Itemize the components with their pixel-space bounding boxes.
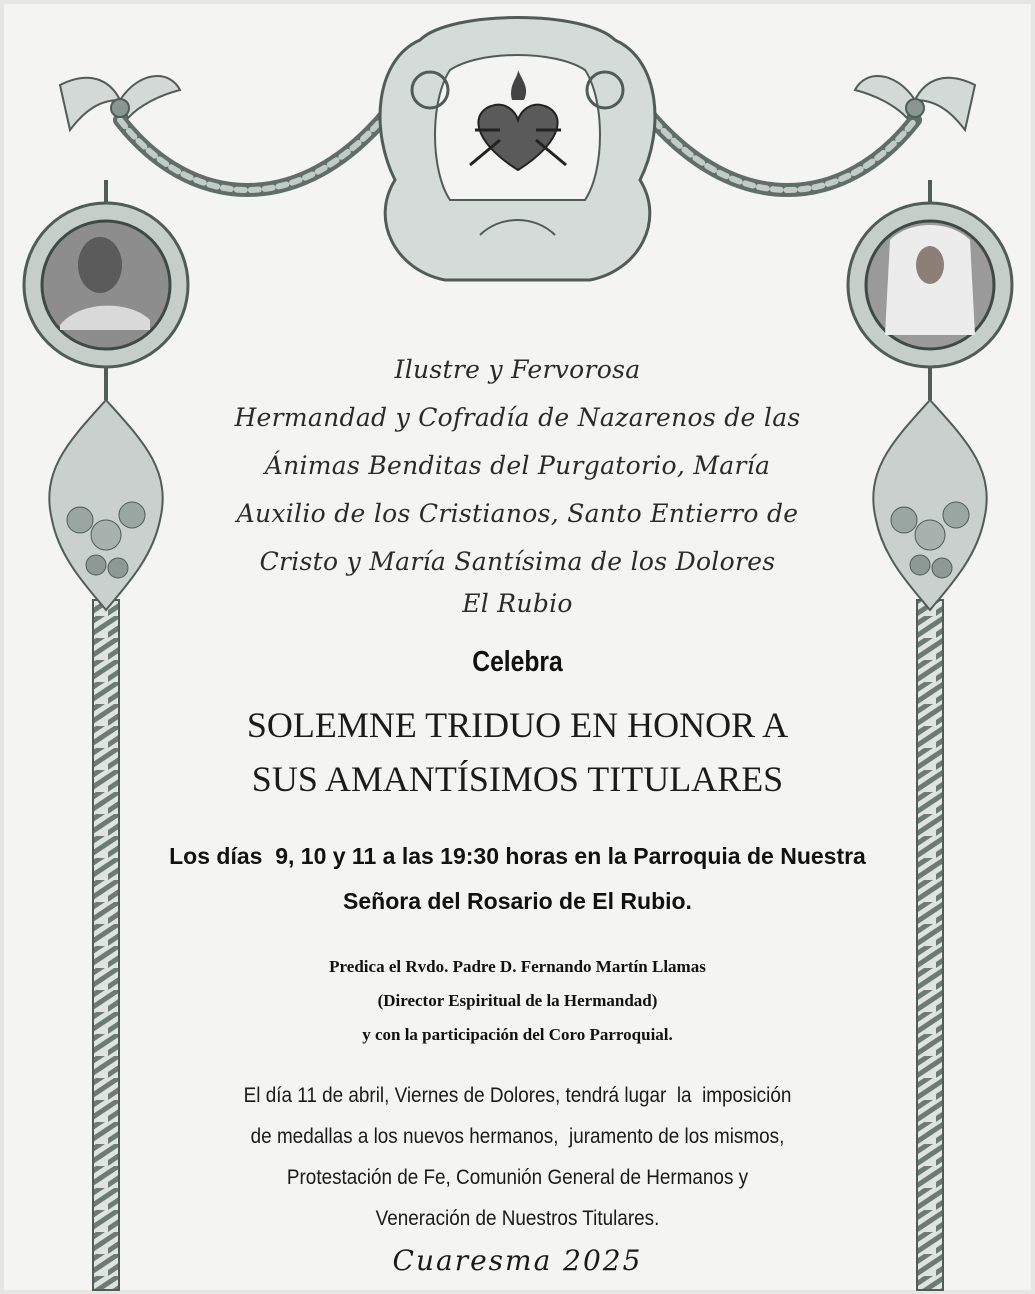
brotherhood-name-block [0, 346, 1035, 622]
header-line: Cristo y María Santísima de los Dolores [259, 547, 776, 576]
header-line: Ilustre y Fervorosa [394, 355, 641, 384]
celebra-heading: Celebra [472, 646, 563, 678]
title-line-2: SUS AMANTÍSIMOS TITULARES [251, 759, 784, 799]
header-line: Auxilio de los Cristianos, Santo Entierro de [236, 499, 799, 528]
info-line: El día 11 de abril, Viernes de Dolores, tendrá lugar la imposición [243, 1084, 792, 1107]
schedule-block [0, 834, 1035, 924]
schedule-line-2: Señora del Rosario de El Rubio. [343, 888, 692, 914]
header-line: Ánimas Benditas del Purgatorio, María [264, 451, 771, 480]
footer-date: Cuaresma 2025 [392, 1244, 643, 1277]
preacher-line-2: (Director Espiritual de la Hermandad) [377, 991, 658, 1010]
schedule-line-1: Los días 9, 10 y 11 a las 19:30 horas en la Parroquia de Nuestra [169, 843, 866, 869]
preacher-block [0, 950, 1035, 1052]
right-garland [645, 110, 915, 190]
header-line: El Rubio [462, 589, 573, 618]
preacher-line-1: Predica el Rvdo. Padre D. Fernando Martín Llamas [329, 957, 706, 976]
event-title [0, 698, 1035, 806]
title-line-1: SOLEMNE TRIDUO EN HONOR A [246, 705, 789, 745]
ceremony-info-block [52, 1075, 984, 1239]
header-line: Hermandad y Cofradía de Nazarenos de las [234, 403, 801, 432]
preacher-line-3: y con la participación del Coro Parroquial. [362, 1025, 673, 1044]
left-garland [120, 110, 390, 190]
info-line: de medallas a los nuevos hermanos, juramento de los mismos, [250, 1125, 785, 1148]
info-line: Veneración de Nuestros Titulares. [375, 1207, 660, 1230]
info-line: Protestación de Fe, Comunión General de Hermanos y [286, 1166, 749, 1189]
